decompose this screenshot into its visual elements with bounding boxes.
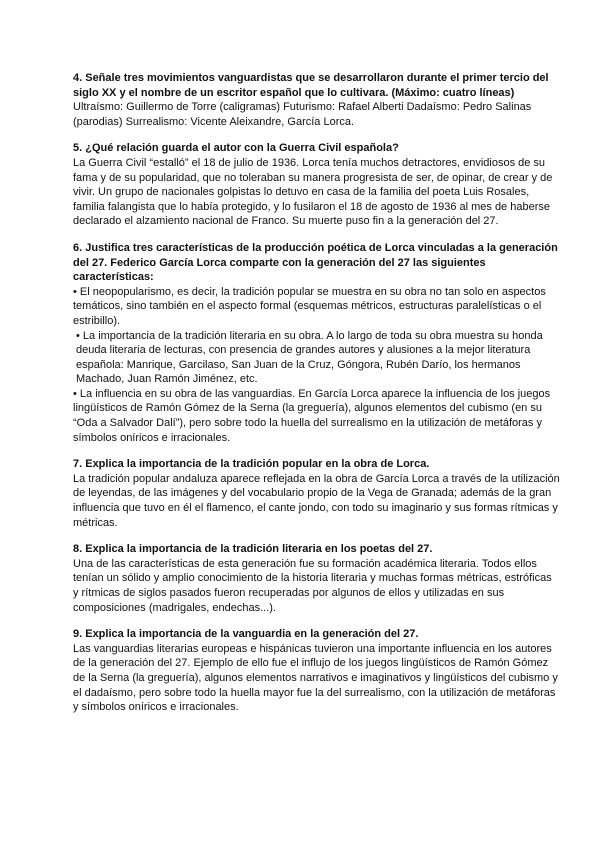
question-5-section	[73, 141, 560, 229]
question-5-answer: La Guerra Civil “estalló” el 18 de julio de 1936. Lorca tenía muchos detractores, envidiosos de su fama y de su popularidad, que no toleraban su manera progresista de ser, de opinar, de crear y de vivir. Un grupo de nacionales golpistas lo detuvo en casa de la familia del poeta Luis Rosales, familia falangista que lo había protegido, y lo fusilaron el 18 de agosto de 1936 al mes de haberse declarado el alzamiento nacional de Franco. Su muerte puso fin a la generación del 27.	[73, 156, 553, 228]
question-6-bullet-1: • El neopopularismo, es decir, la tradición popular se muestra en su obra no tan solo en aspectos temáticos, sino también en el aspecto formal (esquemas métricos, estructuras paralelísticas o el estribillo).	[73, 285, 546, 327]
question-4-heading: 4. Señale tres movimientos vanguardistas que se desarrollaron durante el primer tercio del siglo XX y el nombre de un escritor español que lo cultivara. (Máximo: cuatro líneas)	[73, 72, 549, 99]
question-8-answer: Una de las características de esta generación fue su formación académica literaria. Todos ellos tenían un sólido y amplio conocimiento de la historia literaria y muchas formas métricas, estróficas y rítmicas de siglos pasados fueron recuperadas por algunos de ellos y utilizadas en sus composiciones (madrigales, endechas...).	[73, 557, 552, 614]
question-8-section	[73, 542, 560, 615]
question-6-bullet-3: • La influencia en su obra de las vanguardias. En García Lorca aparece la influencia de los juegos lingüísticos de Ramón Gómez de la Serna (la greguería), algunos elementos del cubismo (en su “Oda a Salvador Dalí”), pero sobre todo la huella del surrealismo en la utilización de metáforas y símbolos oníricos e irracionales.	[73, 387, 551, 444]
question-6-heading: 6. Justifica tres características de la producción poética de Lorca vinculadas a la generación del 27. Federico García Lorca comparte con la generación del 27 las siguientes características:	[73, 241, 558, 284]
question-7-heading: 7. Explica la importancia de la tradición popular en la obra de Lorca.	[73, 458, 430, 471]
question-9-answer: Las vanguardias literarias europeas e hispánicas tuvieron una importante influencia en los autores de la generación del 27. Ejemplo de ello fue el influjo de los juegos lingüísticos de Ramón Gómez de la Serna (la greguería), algunos elementos narrativos e imaginativos y lingüísticos del cubismo y el dadaísmo, pero sobre todo la huella mayor fue la del surrealismo, con la utilización de metáforas y símbolos oníricos e irracionales.	[73, 642, 558, 714]
question-4-section	[73, 71, 560, 129]
question-8-heading: 8. Explica la importancia de la tradición literaria en los poetas del 27.	[73, 543, 433, 556]
question-4-answer: Ultraísmo: Guillermo de Torre (caligramas) Futurismo: Rafael Alberti Dadaísmo: Pedro Salinas (parodias) Surrealismo: Vicente Aleixandre, García Lorca.	[73, 101, 532, 128]
question-9-section	[73, 627, 560, 715]
question-6-bullet-2: • La importancia de la tradición literaria en su obra. A lo largo de toda su obra muestra su honda deuda literaria de lecturas, con presencia de grandes autores y alusiones a la mejor literatura española: Manrique, Garcilaso, San Juan de la Cruz, Góngora, Rubén Darío, los hermanos Machado, Juan Ramón Jiménez, etc.	[76, 329, 543, 386]
question-7-answer: La tradición popular andaluza aparece reflejada en la obra de García Lorca a través de la utilización de leyendas, de las imágenes y del vocabulario propio de la Vega de Granada; además de la gran influencia que tuvo en él el flamenco, el cante jondo, con todo su imaginario y sus formas rítmicas y métricas.	[73, 472, 560, 529]
question-7-section	[73, 457, 560, 530]
question-5-heading: 5. ¿Qué relación guarda el autor con la Guerra Civil española?	[73, 142, 399, 155]
question-6-section	[73, 241, 560, 445]
question-9-heading: 9. Explica la importancia de la vanguardia en la generación del 27.	[73, 628, 419, 641]
